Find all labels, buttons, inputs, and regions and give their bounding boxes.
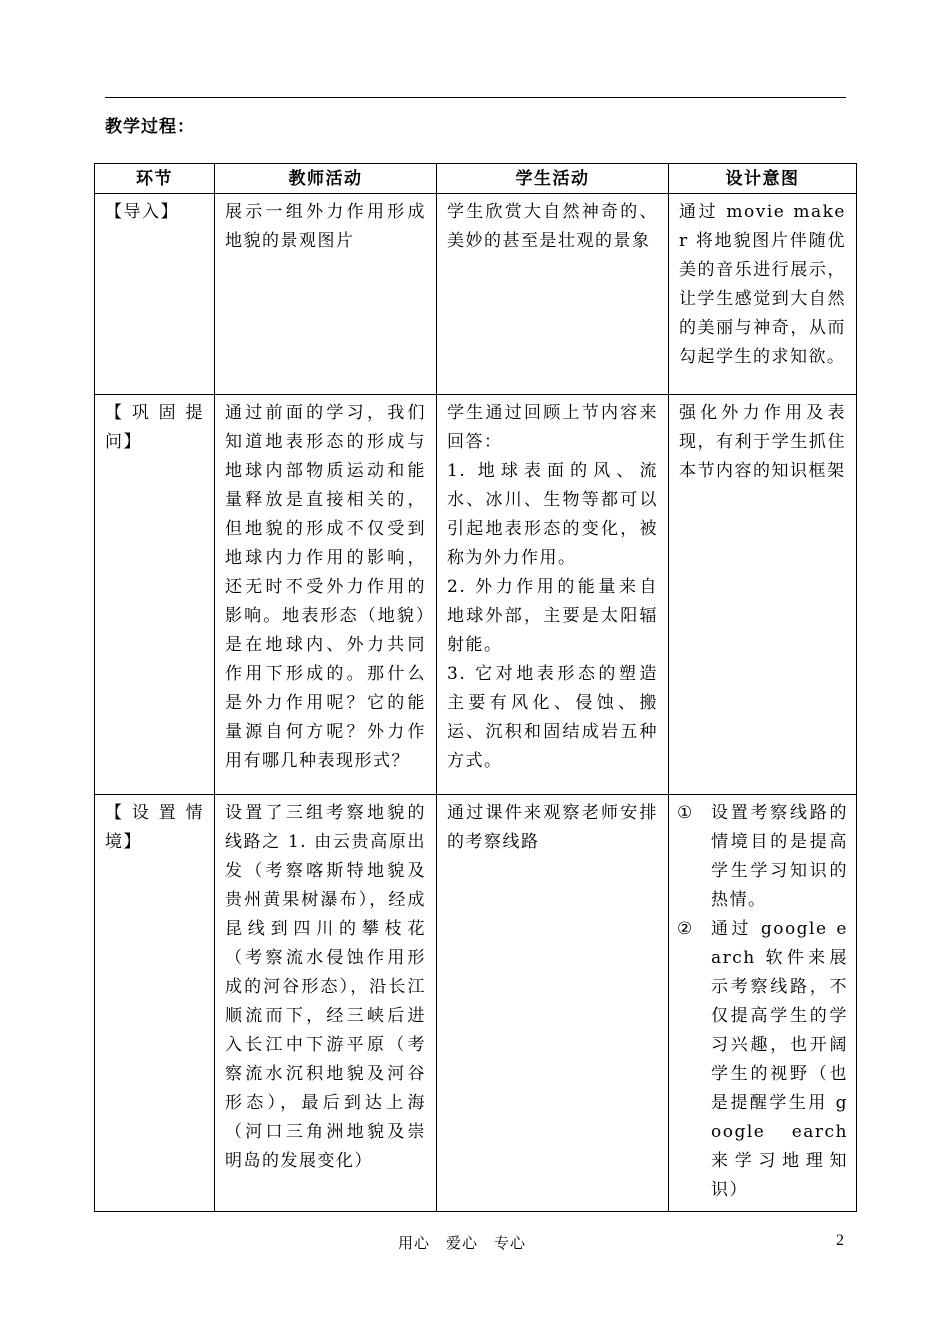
footer-motto: 用心 爱心 专心 (398, 1234, 527, 1252)
table-row (95, 194, 857, 395)
circled-number: ② (677, 919, 694, 939)
table-row (95, 395, 857, 795)
section-heading: 教学过程： (105, 117, 195, 137)
list-item (677, 799, 848, 915)
header-rule (105, 97, 846, 98)
column-header-teacher: 教师活动 (215, 164, 437, 194)
design-intent-cell (669, 795, 857, 1212)
stage-cell: 【巩固提问】 (95, 395, 215, 795)
student-point: 1. 地球表面的风、流水、冰川、生物等都可以引起地表形态的变化，被称为外力作用。 (447, 461, 658, 568)
student-point: 3. 它对地表形态的塑造主要有风化、侵蚀、搬运、沉积和固结成岩五种方式。 (447, 664, 658, 771)
intent-text: 设置考察线路的情境目的是提高学生学习知识的热情。 (711, 803, 848, 910)
stage-cell: 【设置情境】 (95, 795, 215, 1212)
student-activity-cell (437, 395, 669, 795)
student-intro-text: 学生通过回顾上节内容来回答： (447, 403, 658, 452)
column-header-intent: 设计意图 (669, 164, 857, 194)
column-header-stage: 环节 (95, 164, 215, 194)
teacher-activity-cell: 通过前面的学习，我们知道地表形态的形成与地球内部物质运动和能量释放是直接相关的，但地貌的形成不仅受到地球内力作用的影响，还无时不受外力作用的影响。地表形态（地貌）是在地球内、外力共同作用下形成的。那什么是外力作用呢？它的能量源自何方呢？外力作用有哪几种表现形式？ (215, 395, 437, 795)
table-header-row (95, 164, 857, 194)
lesson-plan-table (94, 163, 857, 1212)
intent-list (677, 799, 848, 1205)
student-point: 2. 外力作用的能量来自地球外部，主要是太阳辐射能。 (447, 577, 658, 655)
stage-cell: 【导入】 (95, 194, 215, 395)
page-number: 2 (836, 1232, 844, 1249)
design-intent-cell: 通过 movie maker 将地貌图片伴随优美的音乐进行展示，让学生感觉到大自然的美丽与神奇，从而勾起学生的求知欲。 (669, 194, 857, 395)
column-header-student: 学生活动 (437, 164, 669, 194)
design-intent-cell: 强化外力作用及表现，有利于学生抓住本节内容的知识框架 (669, 395, 857, 795)
student-activity-cell: 通过课件来观察老师安排的考察线路 (437, 795, 669, 1212)
list-item (677, 915, 848, 1205)
teacher-activity-cell: 设置了三组考察地貌的线路之 1. 由云贵高原出发（考察喀斯特地貌及贵州黄果树瀑布），经成昆线到四川的攀枝花（考察流水侵蚀作用形成的河谷形态），沿长江顺流而下，经三峡后进入长江中下游平原（考察流水沉积地貌及河谷形态），最后到达上海（河口三角洲地貌及崇明岛的发展变化） (215, 795, 437, 1212)
student-activity-cell: 学生欣赏大自然神奇的、美妙的甚至是壮观的景象 (437, 194, 669, 395)
teacher-activity-cell: 展示一组外力作用形成地貌的景观图片 (215, 194, 437, 395)
table-row (95, 795, 857, 1212)
intent-text: 通过 google earch 软件来展示考察线路，不仅提高学生的学习兴趣，也开阔学生的视野（也是提醒学生用 google earch 来学习地理知识） (711, 919, 848, 1200)
circled-number: ① (677, 803, 694, 823)
